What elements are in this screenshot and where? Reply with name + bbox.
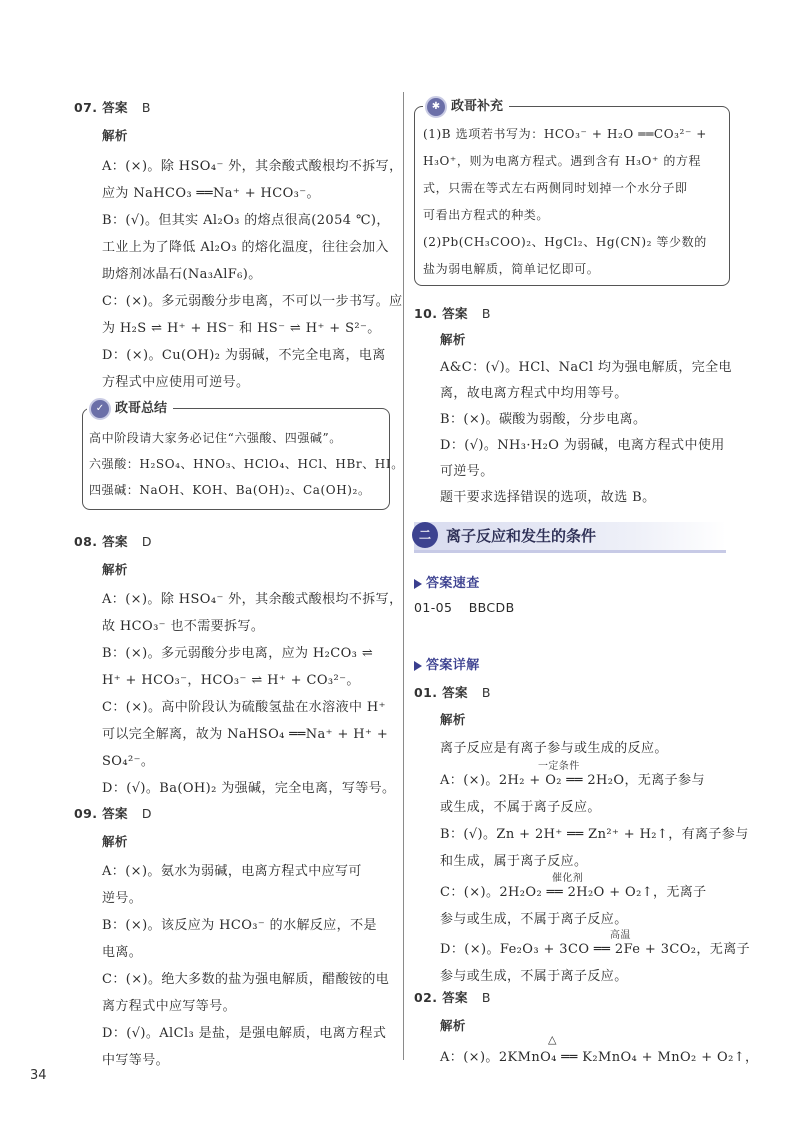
text-line: 可以完全解离，故为 NaHSO₄ ══Na⁺ + H⁺ + [102, 727, 389, 742]
reaction-condition-label: 催化剂 [552, 873, 584, 884]
answer-letter: D [141, 806, 152, 821]
question-10-header [414, 304, 491, 322]
question-01-header [414, 683, 491, 701]
reaction-condition-label: 高温 [610, 930, 631, 941]
summary-title-text: 政哥总结 [115, 401, 168, 416]
text-line: B：(×)。该反应为 HCO₃⁻ 的水解反应，不是 [102, 918, 377, 933]
text-line: 离子反应是有离子参与或生成的反应。 [440, 741, 668, 756]
check-badge-icon: ✓ [89, 398, 111, 420]
reaction-condition-label: △ [548, 1033, 557, 1046]
text-line: B：(×)。碳酸为弱酸，分步电离。 [440, 412, 647, 427]
text-line: C：(×)。2H₂O₂ ══ 2H₂O + O₂↑，无离子 [440, 885, 707, 900]
answer-letter: B [481, 306, 491, 321]
text-line: 题干要求选择错误的选项，故选 B。 [440, 490, 656, 505]
answer-letter: B [481, 685, 491, 700]
text-line: 工业上为了降低 Al₂O₃ 的熔化温度，往往会加入 [102, 240, 389, 255]
text-line: C：(×)。绝大多数的盐为强电解质，醋酸铵的电 [102, 972, 390, 987]
text-line: 方程式中应使用可逆号。 [102, 375, 250, 390]
text-line: 故 HCO₃⁻ 也不需要拆写。 [102, 619, 265, 634]
section-banner [414, 522, 726, 553]
detailed-answers-title: 答案详解 [426, 658, 480, 673]
supplement-box [414, 99, 730, 286]
quick-answers-row [414, 600, 515, 615]
text-line: B：(√)。但其实 Al₂O₃ 的熔点很高(2054 ℃)， [102, 213, 390, 228]
supplement-line: 式，只需在等式左右两侧同时划掉一个水分子即 [423, 181, 688, 195]
text-line: A：(×)。氨水为弱碱，电离方程式中应写可 [102, 864, 362, 879]
text-line: A&C：(√)。HCl、NaCl 均为强电解质，完全电 [440, 360, 732, 375]
question-number: 09. 答案 [74, 806, 128, 821]
text-line: C：(×)。多元弱酸分步电离，不可以一步书写。应 [102, 294, 403, 309]
summary-line: 四强碱：NaOH、KOH、Ba(OH)₂、Ca(OH)₂。 [89, 483, 371, 497]
text-line: H⁺ + HCO₃⁻，HCO₃⁻ ⇌ H⁺ + CO₃²⁻。 [102, 673, 360, 688]
text-line: 电离。 [102, 945, 143, 960]
text-line: 应为 NaHCO₃ ══Na⁺ + HCO₃⁻。 [102, 186, 320, 201]
analysis-label: 解析 [440, 332, 466, 347]
text-line: D：(√)。Ba(OH)₂ 为强碱，完全电离，写等号。 [102, 781, 396, 796]
question-number: 01. 答案 [414, 685, 468, 700]
text-line: 逆号。 [102, 891, 143, 906]
supplement-line: 盐为弱电解质，简单记忆即可。 [423, 262, 600, 276]
text-line: D：(×)。Cu(OH)₂ 为弱碱，不完全电离，电离 [102, 348, 386, 363]
text-line: 助熔剂冰晶石(Na₃AlF₆)。 [102, 267, 262, 282]
text-line: B：(×)。多元弱酸分步电离，应为 H₂CO₃ ⇌ [102, 646, 374, 661]
text-line: 为 H₂S ⇌ H⁺ + HS⁻ 和 HS⁻ ⇌ H⁺ + S²⁻。 [102, 321, 381, 336]
text-line: A：(×)。2H₂ + O₂ ══ 2H₂O，无离子参与 [440, 773, 705, 788]
supplement-line: 可看出方程式的种类。 [423, 208, 550, 222]
question-07-header [74, 98, 151, 116]
analysis-label: 解析 [102, 834, 128, 849]
quick-answers-title: 答案速查 [426, 576, 480, 591]
question-02-header [414, 988, 491, 1006]
text-line: D：(×)。Fe₂O₃ + 3CO ══ 2Fe + 3CO₂，无离子 [440, 942, 751, 957]
summary-box-title [87, 397, 173, 420]
page-number: 34 [30, 1068, 47, 1083]
detailed-answers-heading [414, 654, 480, 673]
section-number-badge: 二 [412, 522, 438, 548]
text-line: 和生成，属于离子反应。 [440, 854, 588, 869]
text-line: 或生成，不属于离子反应。 [440, 800, 601, 815]
text-line: 参与或生成，不属于离子反应。 [440, 969, 628, 984]
gear-badge-icon: ✱ [425, 96, 447, 118]
column-divider [403, 92, 404, 1060]
triangle-bullet-icon [414, 579, 422, 589]
analysis-label: 解析 [102, 562, 128, 577]
text-line: A：(×)。2KMnO₄ ══ K₂MnO₄ + MnO₂ + O₂↑， [440, 1050, 759, 1065]
section-title: 离子反应和发生的条件 [446, 527, 597, 545]
summary-line: 六强酸：H₂SO₄、HNO₃、HClO₄、HCl、HBr、HI。 [89, 457, 404, 471]
answer-letter: B [141, 100, 151, 115]
supplement-line: (2)Pb(CH₃COO)₂、HgCl₂、Hg(CN)₂ 等少数的 [423, 235, 707, 249]
analysis-label: 解析 [102, 128, 128, 143]
text-line: 离方程式中应写等号。 [102, 999, 237, 1014]
text-line: 参与或生成，不属于离子反应。 [440, 912, 628, 927]
text-line: D：(√)。NH₃·H₂O 为弱碱，电离方程式中使用 [440, 438, 725, 453]
reaction-condition-label: 一定条件 [538, 761, 580, 772]
question-number: 10. 答案 [414, 306, 468, 321]
supplement-line: H₃O⁺，则为电离方程式。遇到含有 H₃O⁺ 的方程 [423, 154, 702, 168]
question-number: 07. 答案 [74, 100, 128, 115]
supplement-title-text: 政哥补充 [451, 99, 504, 114]
question-number: 08. 答案 [74, 534, 128, 549]
text-line: D：(√)。AlCl₃ 是盐，是强电解质，电离方程式 [102, 1026, 387, 1041]
text-line: 离，故电离方程式中均用等号。 [440, 386, 628, 401]
analysis-label: 解析 [440, 712, 466, 727]
text-line: C：(×)。高中阶段认为硫酸氢盐在水溶液中 H⁺ [102, 700, 386, 715]
triangle-bullet-icon [414, 661, 422, 671]
text-line: 可逆号。 [440, 464, 494, 479]
summary-line: 高中阶段请大家务必记住“六强酸、四强碱”。 [89, 431, 342, 445]
analysis-label: 解析 [440, 1018, 466, 1033]
summary-box [82, 401, 404, 510]
text-line: B：(√)。Zn + 2H⁺ ══ Zn²⁺ + H₂↑，有离子参与 [440, 827, 749, 842]
question-09-header [74, 804, 152, 822]
text-line: 中写等号。 [102, 1053, 170, 1068]
answer-letter: B [481, 990, 491, 1005]
text-line: A：(×)。除 HSO₄⁻ 外，其余酸式酸根均不拆写， [102, 592, 403, 607]
answer-letter: D [141, 534, 152, 549]
supplement-box-title [423, 95, 509, 118]
answer-range: 01-05 [414, 600, 453, 615]
text-line: SO₄²⁻。 [102, 754, 155, 769]
question-number: 02. 答案 [414, 990, 468, 1005]
question-08-header [74, 532, 152, 550]
quick-answers-heading [414, 572, 480, 591]
answer-string: BBCDB [468, 600, 515, 615]
text-line: A：(×)。除 HSO₄⁻ 外，其余酸式酸根均不拆写， [102, 159, 403, 174]
supplement-line: (1)B 选项若书写为：HCO₃⁻ + H₂O ══CO₃²⁻ + [423, 127, 707, 141]
